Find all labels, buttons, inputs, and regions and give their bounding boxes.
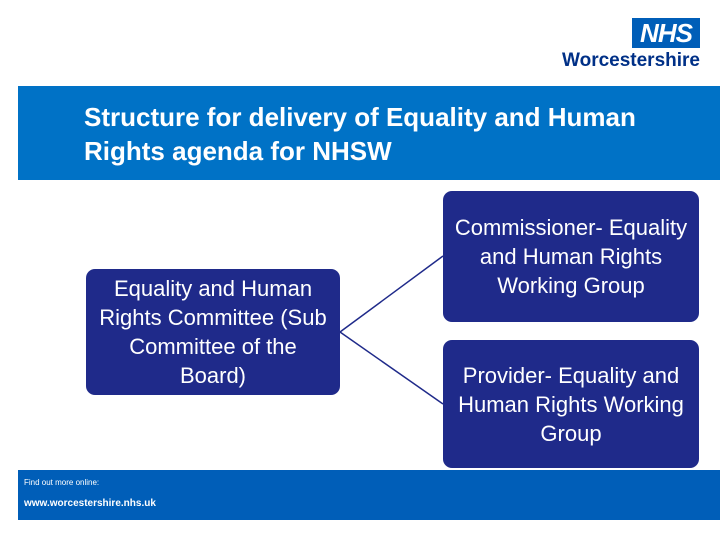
footer-url-link[interactable]: www.worcestershire.nhs.uk (24, 498, 156, 509)
nhs-logo-mark: NHS (632, 18, 700, 48)
connector-to-provider (340, 332, 443, 404)
committee-box: Equality and Human Rights Committee (Sub Committee of the Board) (86, 269, 340, 395)
nhs-logo-name: Worcestershire (562, 50, 700, 71)
footer-prompt: Find out more online: (24, 478, 100, 487)
slide-title: Structure for delivery of Equality and Human Rights agenda for NHSW (84, 102, 636, 166)
commissioner-group-box: Commissioner- Equality and Human Rights Working Group (443, 191, 699, 322)
connector-to-commissioner (340, 256, 443, 332)
footer-band (18, 470, 720, 520)
provider-group-box: Provider- Equality and Human Rights Working Group (443, 340, 699, 468)
